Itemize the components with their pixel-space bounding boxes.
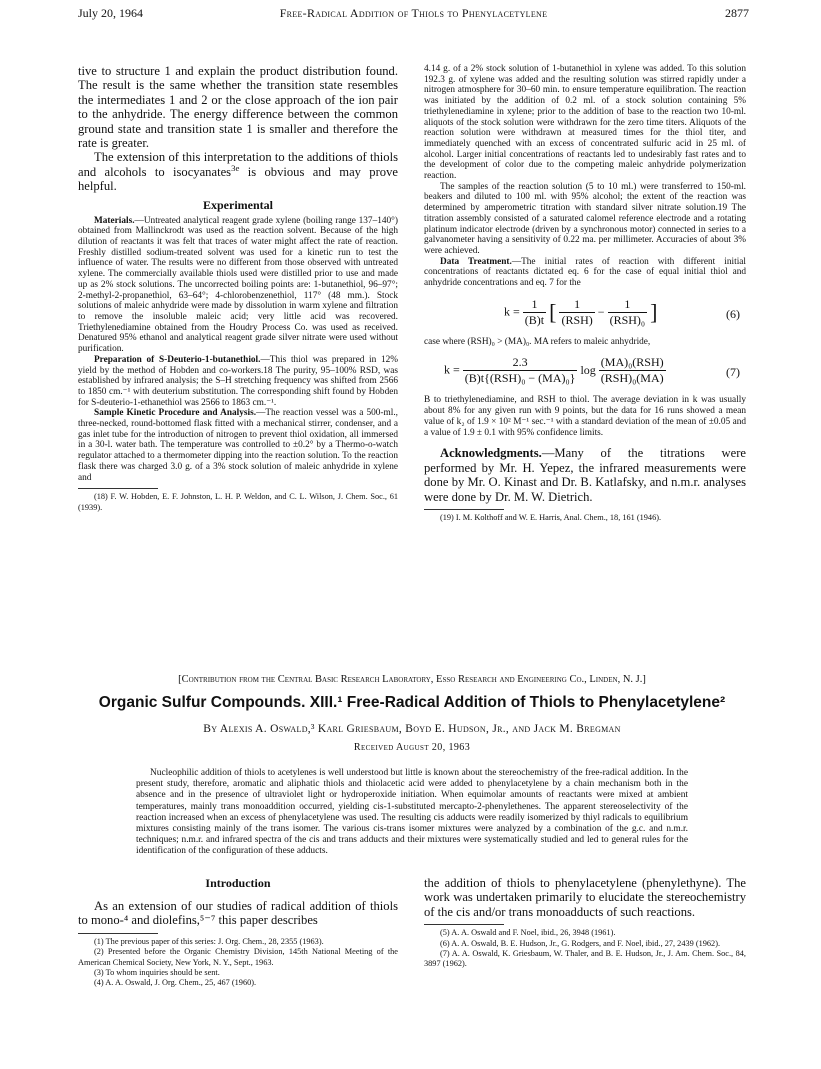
header-date: July 20, 1964	[78, 6, 144, 20]
sample-text: —The reaction vessel was a 500-ml., three-necked, round-bottomed flask fitted with a mechanical stirrer, condenser, and a gas inlet tube for the introduction of nitrogen to prevent thiol oxidation, all immersed in a 30-l. water bath. The temperature was controlled to ±0.2° by a Thermo-o-watch regulator attached to a thermometer dipping into the reaction solution. To the reaction flask there was charged 3.0 g. of a 3% stock solution of maleic anhydride in xylene and	[78, 408, 398, 483]
materials-paragraph	[78, 216, 398, 355]
footnote-rule	[78, 488, 158, 489]
left-paragraph-1: tive to structure 1 and explain the product distribution found. The result is the same whether the transition state resembles the intermediates 1 and 2 or the close approach of the ion pair to the anhydride. The energy difference between the common ground state and transition state 1 is smaller and therefore the rate is greater.	[78, 64, 398, 151]
eq6-one: 1	[523, 297, 546, 313]
intro-right-text: the addition of thiols to phenylacetylene (phenylethyne). The work was undertaken primarily to elucidate the stereochemistry of the cis and/or trans monoadducts of such reactions.	[424, 876, 746, 919]
ack-label: Acknowledgments.	[440, 446, 542, 461]
eq6-frac-outer	[523, 297, 546, 328]
article-title: Organic Sulfur Compounds. XIII.¹ Free-Radical Addition of Thiols to Phenylacetylene²	[98, 694, 726, 711]
left-column	[78, 64, 398, 513]
abstract: Nucleophilic addition of thiols to acetylenes is well understood but little is known about the stereochemistry of the free-radical addition. In the present study, therefore, aromatic and aliphatic thiols and thiolacetic acid were added to phenylacetylene by a chain mechanism both in the absence and in the presence of ultraviolet light or hydroperoxide initiation. When equimolar amounts of reactants were mixed at ambient temperatures, mainly trans monoaddition occurred, yielding cis-1-substituted mercapto-2-phenylethenes. The apparent stereoselectivity of the reaction increased when an excess of phenylacetylene was used. The resulting cis adducts were readily isomerized by thiyl radicals to equilibrium mixtures consisting mainly of the trans isomer. The various cis-trans isomer mixtures were analyzed by a combination of the g.c. and n.m.r. techniques; n.m.r. and infrared spectra of the cis and trans adducts and their mixtures were systematically studied and led to general rules for the identification of the configuration of these adducts.	[136, 768, 688, 857]
eq7-log: log	[580, 363, 596, 378]
eq7-lhs: k =	[444, 362, 460, 377]
article-authors: By Alexis A. Oswald,³ Karl Griesbaum, Boyd E. Hudson, Jr., and Jack M. Bregman	[203, 723, 621, 735]
eq6-rsh0: (RSH)₀	[609, 312, 646, 327]
intro-right-column	[424, 876, 746, 970]
eq7-top: (MA)₀(RSH)	[600, 355, 664, 370]
eq6-bt: (B)t	[524, 312, 545, 327]
eq7-number: (7)	[726, 365, 740, 380]
intro-left-column	[78, 876, 398, 989]
intro-heading: Introduction	[205, 876, 271, 890]
sample-label: Sample Kinetic Procedure and Analysis.	[94, 408, 257, 419]
p2-text: The extension of this interpretation to the additions of thiols and alcohols to isocyanates	[78, 150, 398, 179]
eq6-frac-rsh: $\frac{1}{\text{(RSH)}}$	[561, 296, 593, 327]
footnote-7: (7) A. A. Oswald, K. Griesbaum, W. Thaler, and B. E. Hudson, Jr., J. Am. Chem. Soc., 84, 3897 (1962).	[424, 949, 746, 969]
eq6-frac-rsh0: $\frac{1}{\text{(RSH)₀}}$	[609, 296, 646, 327]
footnote-3: (3) To whom inquiries should be sent.	[94, 968, 220, 978]
running-header	[78, 6, 749, 24]
p2-end: is obvious and may prove helpful.	[78, 164, 398, 194]
received-date: Received August 20, 1963	[353, 742, 471, 753]
data-treatment-paragraph	[424, 257, 746, 289]
footnote-19: (19) I. M. Kolthoff and W. E. Harris, Anal. Chem., 18, 161 (1946).	[440, 512, 662, 522]
equation-6: k = $\frac{1}{(B)t}$ [ $\frac{1}{\text{(RSH)}}$ − $\frac{1}{\text{(RSH)₀}}$ ] (6)	[504, 296, 740, 327]
sample-paragraph	[78, 408, 398, 483]
footnote-rule-intro-right	[424, 924, 504, 925]
header-running-title: Free-Radical Addition of Thiols to Phenylacetylene	[279, 6, 548, 20]
right-paragraph-2: The samples of the reaction solution (5 to 10 ml.) were transferred to 150-ml. beakers and diluted to 100 ml. with 95% alcohol; the extent of the reaction was determined by amperometric titration with standard silver nitrate solution.19 The titration assembly consisted of a saturated calomel reference electrode and a rotating platinum indicator electrode (driven by a synchronous motor) connected in series to a galvanometer having a sensitivity of 0.22 ma. per millimeter. Accuracies of about 3% were achieved.	[424, 181, 746, 256]
left-paragraph-2	[78, 150, 398, 193]
footnote-rule-right	[424, 509, 504, 510]
equation-7	[424, 353, 746, 391]
materials-label: Materials.	[94, 215, 135, 226]
right-column	[424, 64, 746, 523]
intro-left-text: As an extension of our studies of radical addition of thiols to mono-⁴ and diolefins,⁵⁻⁷ this paper describes	[78, 899, 398, 928]
data-label: Data Treatment.	[440, 256, 512, 267]
eq7-frac-2	[599, 355, 666, 386]
footnote-6: (6) A. A. Oswald, B. E. Hudson, Jr., G. Rodgers, and F. Noel, ibid., 27, 2439 (1962).	[440, 938, 721, 948]
footnote-2: (2) Presented before the Organic Chemistry Division, 145th National Meeting of the American Chemical Society, New York, N. Y., Sept., 1963.	[78, 947, 398, 967]
materials-text: —Untreated analytical reagent grade xylene (boiling range 137–140°) obtained from Mallinckrodt was used as the reaction solvent. Because of the high dilution of reactants it was felt that traces of water might affect the rate of reaction. Freshly distilled sodium-treated solvent was used for a kinetic run to test the influence of water. The results were no different from those observed with untreated xylene. The commercially available thiols used were distilled prior to use and made up as 2% stock solutions. The uncorrected boiling points are: 1-butanethiol, 96–97°; 2-methyl-2-propanethiol, 63–64°; 4-chlorobenzenethiol, 117° (48 mm.). Stock solutions of maleic anhydride were made by dissolution in warm xylene and filtration to remove the insoluble maleic acid; very little acid was recovered. Triethylenediamine obtained from the Houdry Process Co. was used as received. Denatured 95% ethanol and analytical reagent grade silver nitrate were used without purification.	[78, 215, 398, 355]
prep-text: —This thiol was prepared in 12% yield by the method of Hobden and co-workers.18 The purity, 95–100% RSD, was established by infrared analysis; the S–H stretching frequency was shifted from 2566 to 1850 cm.⁻¹ with deuterium substitution. The corresponding shift found by Hobden for S-deuterio-1-ethanethiol was 2566 to 1863 cm.⁻¹.	[78, 354, 398, 408]
case-text: case where (RSH)₀ > (MA)₀. MA refers to maleic anhydride,	[424, 336, 651, 347]
eq7-bot: (RSH)₀(MA)	[600, 371, 664, 386]
footnote-4: (4) A. A. Oswald, J. Org. Chem., 25, 467 (1960).	[94, 978, 257, 988]
eq7-den: (B)t{(RSH)₀ − (MA)₀}	[464, 371, 576, 386]
header-page-number: 2877	[725, 6, 749, 20]
prep-paragraph	[78, 355, 398, 409]
eq7-num-top: 2.3	[463, 355, 578, 371]
right-paragraph-1: 4.14 g. of a 2% stock solution of 1-butanethiol in xylene was added. To this solution 192.3 g. of xylene was added and the resulting solution was stirred rapidly under a nitrogen atmosphere for 30–60 min. to ensure temperature equilibration. The reaction was initiated by the addition of 0.2 ml. of a stock solution containing 5% triethylenediamine in xylene; prior to the addition of base to the reaction two 10-ml. aliquots of the stock solution were withdrawn for the zero time titers. Aliquots of the reaction solution were withdrawn at measured times for the thiol titer, and immediately quenched with an excess of concentrated sulfuric acid in 25 ml. of alcohol. Larger initial concentrations of reactants led to undesirably fast rates and to the development of color due to the competing maleic anhydride polymerization reaction.	[424, 64, 746, 182]
ack-text: —Many of the titrations were performed by Mr. H. Yepez, the infrared measurements were done by Mr. O. Kinast and Dr. B. Katlafsky, and n.m.r. analyses were done by Dr. M. W. Dietrich.	[424, 446, 746, 504]
data-text: —The initial rates of reaction with different initial concentrations of reactants dictated eq. 6 for the case of equal initial thiol and anhydride concentrations and eq. 7 for the	[424, 256, 746, 289]
contribution-line: [Contribution from the Central Basic Research Laboratory, Esso Research and Engineering Co., Linden, N. J.]	[178, 674, 646, 685]
eq7-frac-1	[463, 355, 578, 386]
experimental-heading: Experimental	[203, 197, 273, 212]
footnote-18: (18) F. W. Hobden, E. F. Johnston, L. H. P. Weldon, and C. L. Wilson, J. Chem. Soc., 61 (1939).	[78, 492, 398, 512]
footnote-rule-intro	[78, 933, 158, 934]
eq6-lhs: k =	[504, 304, 520, 319]
ack-paragraph	[424, 446, 746, 504]
eq6-number: (6)	[726, 306, 740, 321]
p2-ref: 3e	[231, 162, 240, 173]
footnote-5: (5) A. A. Oswald and F. Noel, ibid., 26, 3948 (1961).	[440, 928, 616, 938]
right-paragraph-3: B to triethylenediamine, and RSH to thiol. The average deviation in k was usually about 8% for any given run with 9 points, but the data for 16 runs showed a mean value of k₂ of 1.9 × 10² M⁻¹ sec.⁻¹ with a standard deviation of the mean of ±0.05 and a value of 1.9 ± 0.1 with 95% confidence limits.	[424, 395, 746, 438]
footnote-1: (1) The previous paper of this series: J. Org. Chem., 28, 2355 (1963).	[94, 936, 324, 946]
eq6-rsh: (RSH)	[561, 312, 593, 327]
prep-label: Preparation of S-Deuterio-1-butanethiol.	[94, 354, 261, 365]
